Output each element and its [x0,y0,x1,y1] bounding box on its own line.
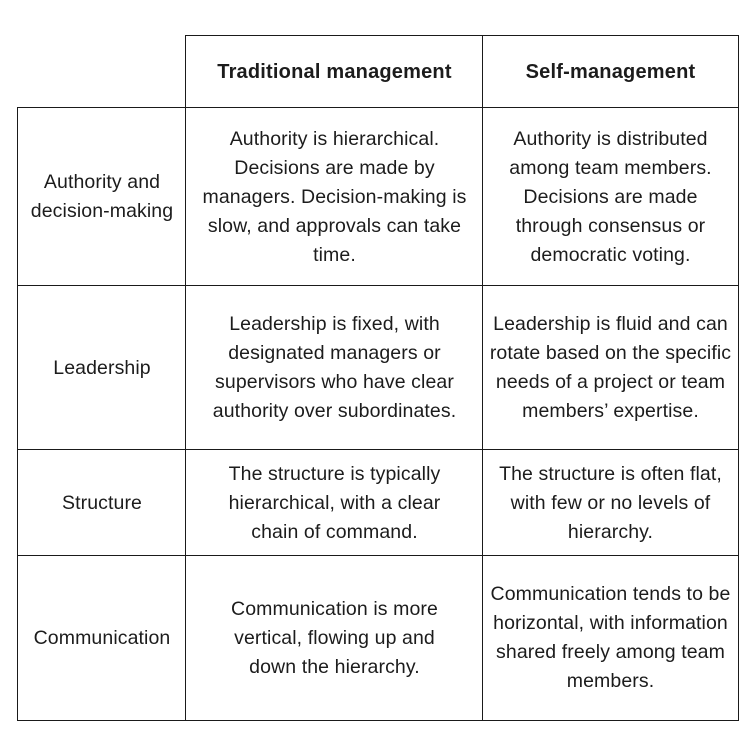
cell-text: Communication is more vertical, flowing up and down the hierarchy. [231,597,438,678]
header-self-label: Self-management [525,60,696,83]
cell-text: Authority is distributed among team members. Decisions are made through consensus or democratic voting. [509,127,712,266]
cell-text: Leadership is fixed, with designated managers or supervisors who have clear authority over subordinates. [212,313,457,422]
cell-self-authority [482,107,739,287]
cell-traditional-structure [185,449,484,557]
cell-text: Communication tends to be horizontal, with information shared freely among team members. [490,583,731,692]
cell-text: Authority is hierarchical. Decisions are made by managers. Decision-making is slow, and approvals can take time. [202,127,467,266]
row-label-text: Structure [61,491,142,514]
cell-traditional-communication [185,555,484,721]
header-self-management [482,35,739,109]
cell-text: The structure is often flat, with few or no levels of hierarchy. [499,462,722,543]
row-label-text: Leadership [53,356,151,379]
cell-text: The structure is typically hierarchical, with a clear chain of command. [228,462,441,543]
header-traditional-management [185,35,484,109]
cell-self-leadership [482,285,739,451]
cell-traditional-authority [185,107,484,287]
row-label-structure [17,449,187,557]
row-label-text: Authority and decision-making [30,171,174,222]
header-traditional-label: Traditional management [217,60,452,83]
cell-self-structure [482,449,739,557]
row-label-authority [17,107,187,287]
cell-traditional-leadership [185,285,484,451]
cell-self-communication [482,555,739,721]
row-label-communication [17,555,187,721]
row-label-leadership [17,285,187,451]
row-label-text: Communication [33,626,171,649]
cell-text: Leadership is fluid and can rotate based on the specific needs of a project or team members’ expertise. [489,313,732,422]
